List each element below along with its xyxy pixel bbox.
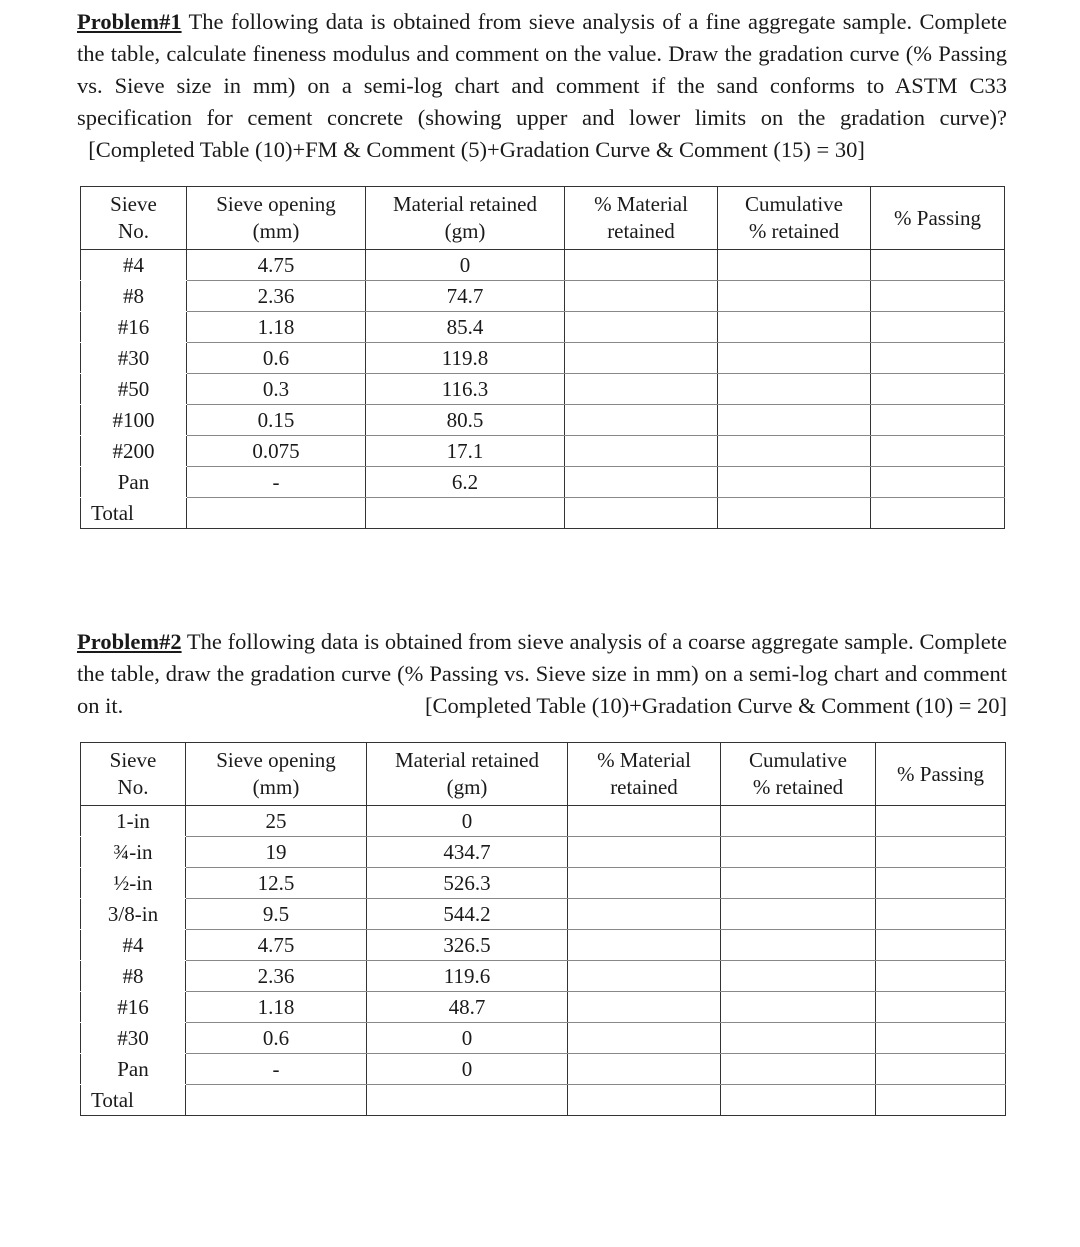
table-row (81, 1054, 1006, 1085)
cell-sieve-no: #8 (81, 281, 187, 312)
cell-percent-retained (568, 806, 721, 837)
cell-percent-passing (876, 961, 1006, 992)
cell-material-retained: 74.7 (366, 281, 565, 312)
header-percent-retained-line: % Material (594, 192, 688, 216)
cell-sieve-opening: - (187, 467, 366, 498)
cell-cumulative-retained (718, 250, 871, 281)
cell-cumulative-retained (721, 1023, 876, 1054)
table-row (81, 343, 1005, 374)
table-row (81, 806, 1006, 837)
cell-cumulative-retained (718, 405, 871, 436)
cell-sieve-no: #4 (81, 930, 186, 961)
table-row (81, 1023, 1006, 1054)
total-cell (366, 498, 565, 529)
header-percent-passing-line: % Passing (897, 761, 984, 786)
header-sieve-opening (187, 187, 366, 250)
header-cumulative-retained (718, 187, 871, 250)
table-row (81, 405, 1005, 436)
cell-sieve-opening: 19 (186, 837, 367, 868)
header-cumulative-retained-line: Cumulative (749, 748, 847, 772)
table-header-row (81, 187, 1005, 250)
problem-1-marks: [Completed Table (10)+FM & Comment (5)+Gradation Curve & Comment (15) = 30] (88, 137, 865, 162)
header-sieve-no (81, 187, 187, 250)
total-cell (876, 1085, 1006, 1116)
total-cell (721, 1085, 876, 1116)
cell-percent-passing (871, 250, 1005, 281)
cell-percent-passing (876, 1054, 1006, 1085)
header-sieve-opening-line: (mm) (252, 219, 300, 243)
total-cell (367, 1085, 568, 1116)
cell-material-retained: 6.2 (366, 467, 565, 498)
header-material-retained-line: Material retained (392, 192, 537, 216)
header-sieve-no-line: Sieve (110, 192, 157, 216)
header-sieve-no-line: No. (117, 775, 149, 799)
cell-sieve-no: #16 (81, 992, 186, 1023)
cell-cumulative-retained (718, 436, 871, 467)
cell-percent-retained (565, 374, 718, 405)
table-row (81, 281, 1005, 312)
cell-sieve-no: #30 (81, 343, 187, 374)
cell-sieve-opening: 9.5 (186, 899, 367, 930)
problem-2-statement (77, 626, 1007, 722)
cell-sieve-opening: 4.75 (186, 930, 367, 961)
total-label: Total (81, 1085, 186, 1116)
cell-cumulative-retained (718, 343, 871, 374)
cell-cumulative-retained (721, 961, 876, 992)
header-material-retained-line: (gm) (444, 219, 486, 243)
cell-sieve-opening: 0.6 (186, 1023, 367, 1054)
header-material-retained-line: Material retained (394, 748, 539, 772)
header-percent-passing-line: % Passing (894, 205, 981, 230)
problem-1-statement (77, 6, 1007, 166)
cell-sieve-no: #100 (81, 405, 187, 436)
cell-sieve-opening: 0.15 (187, 405, 366, 436)
header-percent-retained-line: retained (607, 219, 675, 243)
cell-percent-retained (568, 837, 721, 868)
cell-sieve-opening: 0.075 (187, 436, 366, 467)
table-row (81, 899, 1006, 930)
cell-percent-retained (568, 1023, 721, 1054)
cell-percent-retained (568, 899, 721, 930)
total-cell (871, 498, 1005, 529)
header-material-retained-line: (gm) (446, 775, 488, 799)
cell-cumulative-retained (721, 1054, 876, 1085)
table-row (81, 837, 1006, 868)
cell-percent-passing (871, 467, 1005, 498)
cell-sieve-opening: 4.75 (187, 250, 366, 281)
cell-material-retained: 0 (367, 1023, 568, 1054)
cell-percent-retained (568, 868, 721, 899)
cell-sieve-opening: 1.18 (186, 992, 367, 1023)
header-sieve-no-line: Sieve (109, 748, 157, 772)
table-row (81, 250, 1005, 281)
cell-cumulative-retained (721, 806, 876, 837)
problem-1-sieve-table (80, 186, 1005, 529)
table-row (81, 992, 1006, 1023)
cell-material-retained: 326.5 (367, 930, 568, 961)
table-row (81, 930, 1006, 961)
cell-percent-passing (876, 868, 1006, 899)
cell-cumulative-retained (718, 281, 871, 312)
header-sieve-opening (186, 743, 367, 806)
cell-sieve-opening: 25 (186, 806, 367, 837)
cell-percent-passing (876, 1023, 1006, 1054)
table-row (81, 868, 1006, 899)
table-row (81, 312, 1005, 343)
cell-material-retained: 0 (367, 1054, 568, 1085)
header-sieve-opening-line: (mm) (252, 775, 300, 799)
cell-percent-retained (565, 467, 718, 498)
cell-material-retained: 0 (366, 250, 565, 281)
cell-sieve-no: #8 (81, 961, 186, 992)
cell-sieve-no: ½-in (81, 868, 186, 899)
header-percent-retained-line: retained (610, 775, 678, 799)
cell-material-retained: 526.3 (367, 868, 568, 899)
cell-material-retained: 0 (367, 806, 568, 837)
problem-2-text: The following data is obtained from sieve analysis of a coarse aggregate sample. Complete the table, draw the gradation curve (% Passing vs. Sieve size in mm) on a semi-log chart and comment on it. (77, 629, 1007, 718)
header-sieve-opening-line: Sieve opening (216, 748, 336, 772)
cell-percent-passing (871, 343, 1005, 374)
table-header-row (81, 743, 1006, 806)
cell-percent-retained (565, 436, 718, 467)
cell-percent-retained (565, 343, 718, 374)
cell-percent-retained (565, 312, 718, 343)
problem-1-text: The following data is obtained from sieve analysis of a fine aggregate sample. Complete the table, calculate fineness modulus and comment on the value. Draw the gradation curve (% Passing vs. Sieve size in mm) on a semi-log chart and comment if the sand conforms to ASTM C33 specification for cement concrete (showing upper and lower limits on the gradation curve)? (77, 9, 1007, 130)
cell-sieve-no: #50 (81, 374, 187, 405)
cell-sieve-opening: 0.3 (187, 374, 366, 405)
cell-percent-retained (565, 405, 718, 436)
cell-sieve-no: ¾-in (81, 837, 186, 868)
cell-sieve-no: #30 (81, 1023, 186, 1054)
cell-percent-passing (876, 930, 1006, 961)
cell-percent-passing (876, 992, 1006, 1023)
cell-percent-passing (871, 436, 1005, 467)
cell-sieve-no: #4 (81, 250, 187, 281)
table-row (81, 374, 1005, 405)
cell-sieve-no: 1-in (81, 806, 186, 837)
cell-percent-passing (876, 899, 1006, 930)
cell-sieve-opening: 1.18 (187, 312, 366, 343)
cell-cumulative-retained (718, 467, 871, 498)
cell-material-retained: 80.5 (366, 405, 565, 436)
header-material-retained (366, 187, 565, 250)
total-cell (568, 1085, 721, 1116)
cell-percent-passing (871, 312, 1005, 343)
total-cell (565, 498, 718, 529)
cell-cumulative-retained (718, 312, 871, 343)
cell-percent-passing (876, 837, 1006, 868)
cell-cumulative-retained (721, 868, 876, 899)
problem-2-title: Problem#2 (77, 629, 182, 654)
header-percent-retained (565, 187, 718, 250)
cell-material-retained: 119.8 (366, 343, 565, 374)
cell-sieve-opening: - (186, 1054, 367, 1085)
total-label: Total (81, 498, 187, 529)
cell-sieve-opening: 12.5 (186, 868, 367, 899)
cell-cumulative-retained (721, 837, 876, 868)
cell-cumulative-retained (721, 992, 876, 1023)
cell-percent-passing (871, 374, 1005, 405)
header-sieve-no-line: No. (118, 219, 149, 243)
table-row (81, 436, 1005, 467)
cell-sieve-no: #200 (81, 436, 187, 467)
total-cell (186, 1085, 367, 1116)
cell-cumulative-retained (721, 930, 876, 961)
cell-sieve-opening: 2.36 (187, 281, 366, 312)
cell-percent-retained (568, 930, 721, 961)
cell-sieve-no: 3/8-in (81, 899, 186, 930)
table-row (81, 467, 1005, 498)
header-percent-passing (876, 743, 1006, 806)
cell-material-retained: 434.7 (367, 837, 568, 868)
cell-percent-retained (568, 961, 721, 992)
cell-percent-retained (565, 250, 718, 281)
cell-sieve-no: Pan (81, 467, 187, 498)
cell-sieve-no: Pan (81, 1054, 186, 1085)
cell-percent-retained (565, 281, 718, 312)
header-percent-retained (568, 743, 721, 806)
cell-sieve-no: #16 (81, 312, 187, 343)
header-sieve-opening-line: Sieve opening (216, 192, 336, 216)
header-material-retained (367, 743, 568, 806)
header-cumulative-retained-line: % retained (752, 775, 844, 799)
cell-material-retained: 119.6 (367, 961, 568, 992)
cell-percent-passing (871, 281, 1005, 312)
problem-2-marks: [Completed Table (10)+Gradation Curve & Comment (10) = 20] (424, 693, 1007, 718)
problem-2-sieve-table (80, 742, 1006, 1116)
cell-percent-passing (876, 806, 1006, 837)
cell-percent-retained (568, 1054, 721, 1085)
cell-percent-passing (871, 405, 1005, 436)
cell-percent-retained (568, 992, 721, 1023)
total-cell (718, 498, 871, 529)
cell-material-retained: 85.4 (366, 312, 565, 343)
cell-material-retained: 116.3 (366, 374, 565, 405)
header-sieve-no (81, 743, 186, 806)
total-cell (187, 498, 366, 529)
table-row (81, 961, 1006, 992)
total-row (81, 498, 1005, 529)
header-cumulative-retained-line: Cumulative (745, 192, 843, 216)
header-cumulative-retained (721, 743, 876, 806)
header-cumulative-retained-line: % retained (748, 219, 840, 243)
cell-sieve-opening: 0.6 (187, 343, 366, 374)
problem-1-title: Problem#1 (77, 9, 182, 34)
cell-material-retained: 17.1 (366, 436, 565, 467)
header-percent-passing (871, 187, 1005, 250)
total-row (81, 1085, 1006, 1116)
cell-cumulative-retained (721, 899, 876, 930)
cell-sieve-opening: 2.36 (186, 961, 367, 992)
header-percent-retained-line: % Material (597, 748, 691, 772)
cell-material-retained: 544.2 (367, 899, 568, 930)
cell-material-retained: 48.7 (367, 992, 568, 1023)
cell-cumulative-retained (718, 374, 871, 405)
